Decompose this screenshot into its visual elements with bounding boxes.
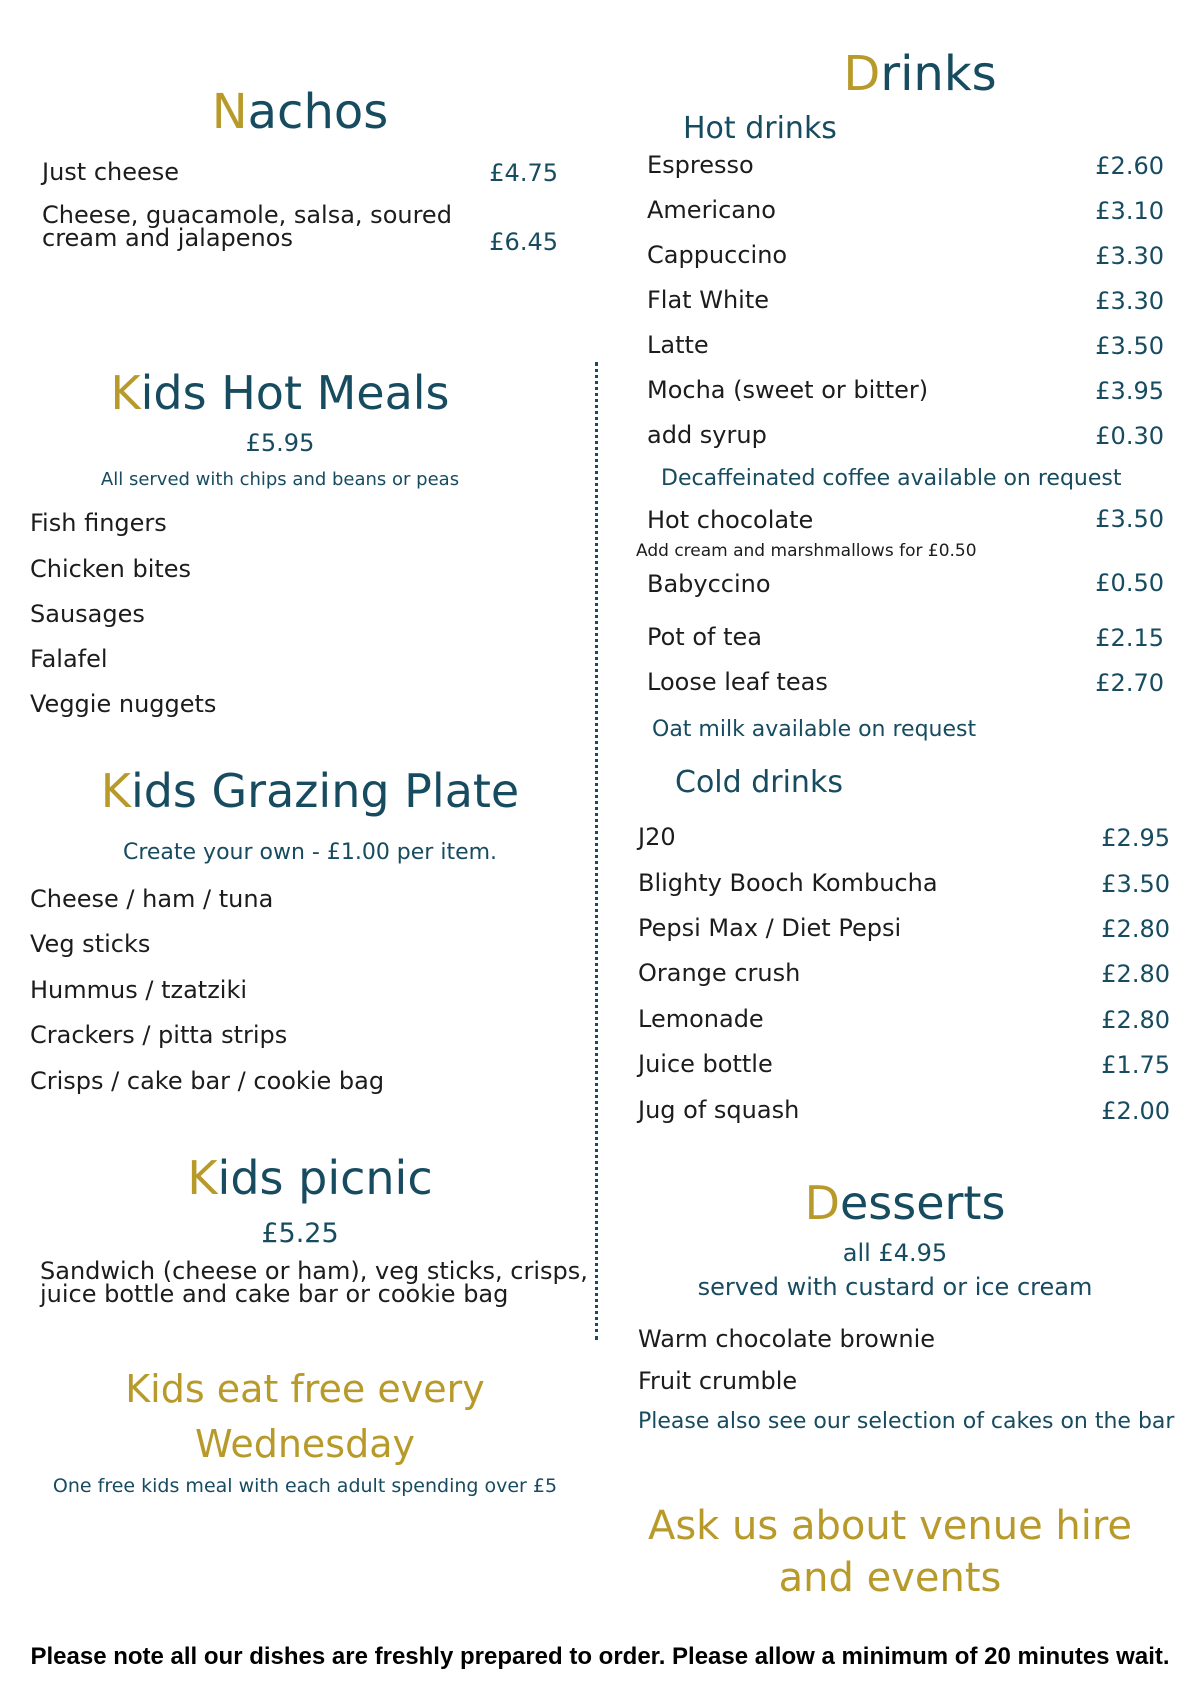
drinks-title: Drinks [843, 46, 997, 102]
menu-item-name: Espresso [647, 151, 754, 179]
hot-drinks-heading: Hot drinks [683, 111, 837, 146]
menu-item-price: £2.80 [1101, 1006, 1170, 1034]
cold-drinks-heading: Cold drinks [675, 765, 843, 800]
list-item: Sausages [30, 600, 145, 628]
menu-item-name: add syrup [647, 421, 767, 449]
menu-item-name: J20 [638, 823, 676, 851]
decaf-note: Decaffeinated coffee available on request [661, 466, 1122, 491]
kids-eat-free-note: One free kids meal with each adult spending over £5 [52, 1475, 558, 1497]
menu-item-name: Americano [647, 196, 776, 224]
list-item: Falafel [30, 645, 108, 673]
kids-eat-free-line2: Wednesday [194, 1422, 415, 1466]
menu-item-price: £6.45 [489, 228, 558, 256]
kids-picnic-description: Sandwich (cheese or ham), veg sticks, crisps, juice bottle and cake bar or cookie bag [40, 1257, 588, 1308]
list-item: Veg sticks [30, 930, 151, 958]
list-item: Fish fingers [30, 509, 167, 537]
list-item: Hummus / tzatziki [30, 976, 248, 1004]
menu-item-name: Blighty Booch Kombucha [638, 869, 938, 897]
menu-item-price: £0.50 [1095, 569, 1164, 597]
desserts-title: Desserts [804, 1176, 1006, 1230]
column-divider [595, 362, 598, 1340]
nachos-title: Nachos [211, 84, 389, 140]
menu-item-price: £2.80 [1101, 915, 1170, 943]
list-item: Warm chocolate brownie [638, 1325, 936, 1353]
menu-item-name: Cappuccino [647, 241, 788, 269]
menu-item-name: Loose leaf teas [647, 668, 828, 696]
kids-picnic-price: £5.25 [261, 1218, 339, 1249]
footer-note: Please note all our dishes are freshly prepared to order. Please allow a minimum of 20 minutes wait. [30, 1643, 1170, 1670]
list-item: Chicken bites [30, 555, 192, 583]
menu-item-name: Latte [647, 331, 709, 359]
kids-hot-meals-price: £5.95 [245, 429, 315, 457]
menu-item-name: Orange crush [638, 959, 801, 987]
list-item: Fruit crumble [638, 1367, 798, 1395]
menu-item-price: £3.50 [1095, 332, 1164, 360]
menu-item-price: £3.50 [1095, 505, 1164, 533]
menu-item-name: Cheese, guacamole, salsa, soured cream and jalapenos [42, 201, 452, 252]
menu-item-price: £1.75 [1101, 1051, 1170, 1079]
menu-item-price: £3.50 [1101, 870, 1170, 898]
kids-eat-free-line1: Kids eat free every [125, 1367, 485, 1411]
venue-hire-line2: and events [778, 1555, 1002, 1601]
menu-item-price: £4.75 [489, 159, 558, 187]
kids-hot-meals-title: Kids Hot Meals [110, 366, 450, 420]
menu-item-name: Just cheese [42, 158, 180, 186]
menu-item-name: Hot chocolate [647, 506, 814, 534]
menu-item-price: £2.70 [1095, 669, 1164, 697]
menu-item-name: Pot of tea [647, 623, 762, 651]
list-item: Crackers / pitta strips [30, 1021, 288, 1049]
menu-item-price: £2.00 [1101, 1097, 1170, 1125]
menu-item-name: Jug of squash [638, 1096, 800, 1124]
kids-hot-meals-note: All served with chips and beans or peas [100, 469, 460, 490]
kids-grazing-note: Create your own - £1.00 per item. [122, 840, 498, 865]
menu-item-price: £3.10 [1095, 197, 1164, 225]
menu-item-price: £3.30 [1095, 287, 1164, 315]
venue-hire-line1: Ask us about venue hire [647, 1503, 1133, 1549]
menu-item-price: £3.95 [1095, 377, 1164, 405]
menu-item-name: Pepsi Max / Diet Pepsi [638, 914, 902, 942]
menu-item-name: Juice bottle [638, 1050, 773, 1078]
desserts-note: Please also see our selection of cakes on the bar [638, 1409, 1175, 1434]
kids-grazing-title: Kids Grazing Plate [100, 764, 520, 818]
desserts-served-line: served with custard or ice cream [697, 1273, 1093, 1301]
menu-item-name: Mocha (sweet or bitter) [647, 376, 929, 404]
list-item: Cheese / ham / tuna [30, 885, 274, 913]
oat-milk-note: Oat milk available on request [652, 717, 977, 742]
menu-item-price: £2.95 [1101, 824, 1170, 852]
menu-item-price: £2.15 [1095, 624, 1164, 652]
menu-item-price: £2.60 [1095, 152, 1164, 180]
list-item: Crisps / cake bar / cookie bag [30, 1067, 385, 1095]
menu-item-name: Babyccino [647, 570, 771, 598]
menu-item-price: £0.30 [1095, 422, 1164, 450]
kids-picnic-title: Kids picnic [187, 1151, 433, 1205]
menu-item-price: £3.30 [1095, 242, 1164, 270]
menu-item-price: £2.80 [1101, 960, 1170, 988]
menu-item-name: Lemonade [638, 1005, 764, 1033]
hot-chocolate-note: Add cream and marshmallows for £0.50 [636, 541, 977, 561]
desserts-price-line: all £4.95 [842, 1239, 948, 1267]
menu-item-name: Flat White [647, 286, 770, 314]
list-item: Veggie nuggets [30, 690, 217, 718]
